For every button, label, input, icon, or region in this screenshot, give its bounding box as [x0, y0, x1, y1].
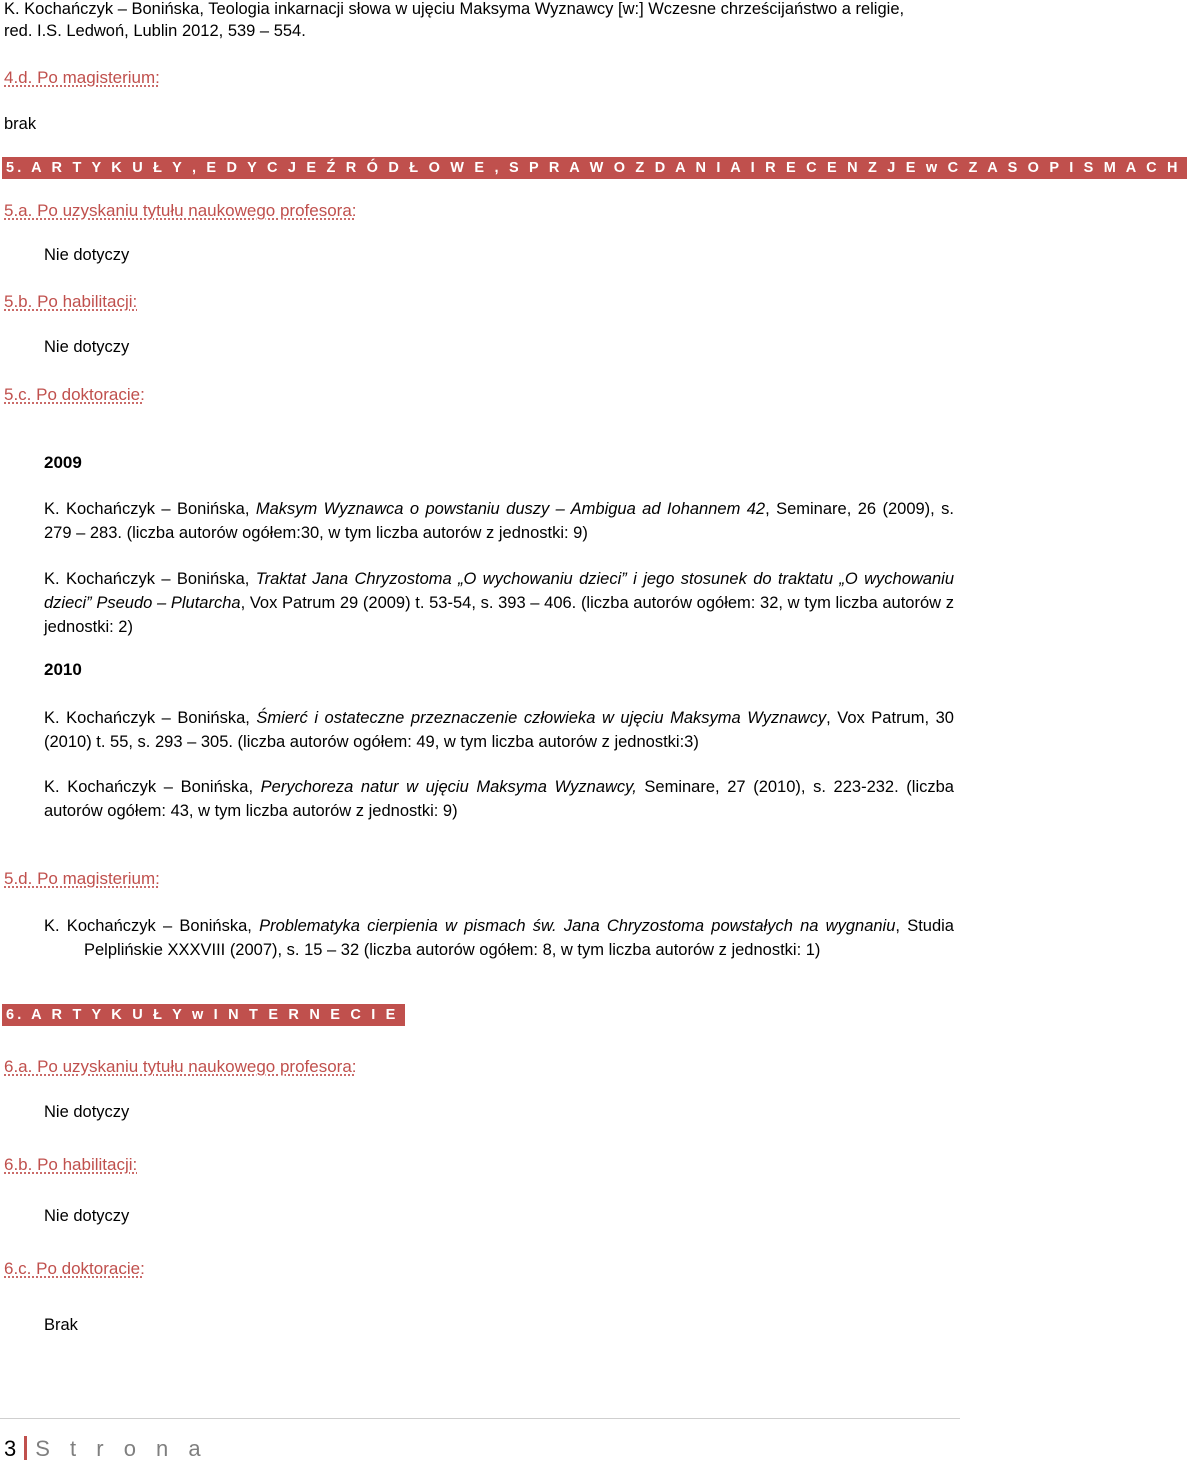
reference-3-author: K. Kochańczyk – Bonińska, [44, 709, 257, 727]
reference-5 [44, 914, 954, 962]
reference-1-title: Maksym Wyznawca o powstaniu duszy – Ambigua ad Iohannem 42 [255, 500, 766, 518]
reference-1 [44, 497, 954, 545]
section-5c-title: 5.c. Po doktoracie: [4, 385, 145, 404]
reference-1-details: , Seminare, 26 (2009), s. 279 – 283. (liczba autorów ogółem:30, w tym liczba autorów z jednostki: 9) [44, 500, 954, 542]
section-6-banner: 6. A R T Y K U Ł Y w I N T E R N E C I E [2, 1004, 405, 1026]
reference-1-author: K. Kochańczyk – Bonińska, [44, 500, 256, 518]
header-line-1: K. Kochańczyk – Bonińska, Teologia inkarnacji słowa w ujęciu Maksyma Wyznawcy [w:] Wczesne chrześcijaństwo a religie, [4, 0, 905, 18]
reference-4-details: Seminare, 27 (2010), s. 223-232. (liczba autorów ogółem: 43, w tym liczba autorów z jednostki: 9) [44, 778, 954, 820]
section-4d-title: 4.d. Po magisterium: [4, 68, 160, 87]
footer-label: S t r o n a [35, 1436, 208, 1461]
section-6b-title: 6.b. Po habilitacji: [4, 1155, 138, 1174]
reference-2-title: Traktat Jana Chryzostoma „O wychowaniu dzieci” i jego stosunek do traktatu „O wychowaniu dzieci” Pseudo – Plutarcha [44, 570, 955, 612]
section-5b-text: Nie dotyczy [44, 338, 130, 356]
year-2009: 2009 [44, 453, 82, 472]
section-6c-title: 6.c. Po doktoracie: [4, 1259, 145, 1278]
footer-separator [24, 1436, 27, 1460]
footer-divider [0, 1418, 960, 1419]
page-number: 3 [4, 1436, 17, 1461]
reference-4-title: Perychoreza natur w ujęciu Maksyma Wyznawcy, [260, 778, 637, 796]
year-2010: 2010 [44, 660, 82, 679]
section-5b-title: 5.b. Po habilitacji: [4, 292, 138, 311]
section-5a-title: 5.a. Po uzyskaniu tytułu naukowego profesora: [4, 201, 357, 220]
section-5-banner: 5. A R T Y K U Ł Y , E D Y C J E Ź R Ó D Ł O W E , S P R A W O Z D A N I A I R E C E N Z J E w C Z A S O P I S M A C H [2, 157, 1187, 179]
reference-5-author: K. Kochańczyk – Bonińska, [44, 917, 260, 935]
reference-4 [44, 775, 954, 823]
section-6a-title: 6.a. Po uzyskaniu tytułu naukowego profesora: [4, 1057, 357, 1076]
section-5d-title: 5.d. Po magisterium: [4, 869, 160, 888]
header-line-2: red. I.S. Ledwoń, Lublin 2012, 539 – 554. [4, 22, 306, 40]
section-6c-text: Brak [44, 1316, 78, 1334]
reference-2-author: K. Kochańczyk – Bonińska, [44, 570, 256, 588]
reference-2 [44, 567, 954, 639]
section-6a-text: Nie dotyczy [44, 1103, 130, 1121]
reference-3 [44, 706, 954, 754]
reference-2-details: , Vox Patrum 29 (2009) t. 53-54, s. 393 – 406. (liczba autorów ogółem: 32, w tym liczba autorów z jednostki: 2) [44, 594, 954, 636]
reference-4-author: K. Kochańczyk – Bonińska, [44, 778, 261, 796]
page-footer [4, 1436, 208, 1462]
section-5a-text: Nie dotyczy [44, 246, 130, 264]
reference-3-title: Śmierć i ostateczne przeznaczenie człowieka w ujęciu Maksyma Wyznawcy [256, 709, 827, 727]
reference-5-title: Problematyka cierpienia w pismach św. Jana Chryzostoma powstałych na wygnaniu [259, 917, 896, 935]
reference-5-details: , Studia Pelplińskie XXXVIII (2007), s. 15 – 32 (liczba autorów ogółem: 8, w tym liczba autorów z jednostki: 1) [84, 917, 954, 959]
section-4d-text: brak [4, 115, 37, 133]
section-6b-text: Nie dotyczy [44, 1207, 130, 1225]
reference-3-details: , Vox Patrum, 30 (2010) t. 55, s. 293 – 305. (liczba autorów ogółem: 49, w tym liczba autorów z jednostki:3) [44, 709, 954, 751]
